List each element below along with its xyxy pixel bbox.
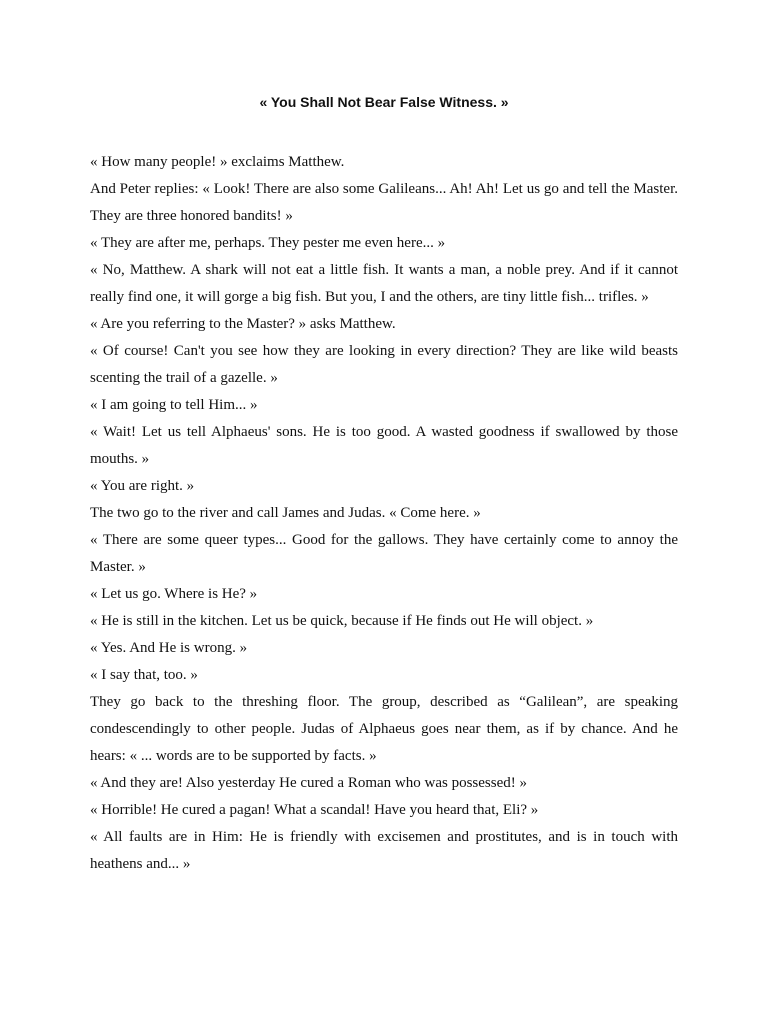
paragraph: « Are you referring to the Master? » asks Matthew.: [90, 316, 396, 332]
paragraph: « There are some queer types... Good for the gallows. They have certainly come to annoy the Master. »: [90, 532, 678, 575]
paragraph: « Let us go. Where is He? »: [90, 586, 258, 602]
paragraph: And Peter replies: « Look! There are also some Galileans... Ah! Ah! Let us go and tell the Master. They are three honored bandits! »: [90, 181, 678, 224]
paragraph: « All faults are in Him: He is friendly with excisemen and prostitutes, and is in touch with heathens and... »: [90, 829, 678, 872]
paragraph: « No, Matthew. A shark will not eat a little fish. It wants a man, a noble prey. And if it cannot really find one, it will gorge a big fish. But you, I and the others, are tiny little fish... trifles. »: [90, 262, 678, 305]
paragraph: They go back to the threshing floor. The group, described as “Galilean”, are speaking condescendingly to other people. Judas of Alphaeus goes near them, as if by chance. And he hears: « ... words are to be supported by facts. »: [90, 694, 678, 764]
paragraph: « I am going to tell Him... »: [90, 397, 258, 413]
body-text: [90, 149, 678, 878]
paragraph: « Wait! Let us tell Alphaeus' sons. He is too good. A wasted goodness if swallowed by those mouths. »: [90, 424, 678, 467]
paragraph: « Horrible! He cured a pagan! What a scandal! Have you heard that, Eli? »: [90, 802, 539, 818]
page-title: « You Shall Not Bear False Witness. »: [259, 94, 509, 110]
paragraph: « Yes. And He is wrong. »: [90, 640, 248, 656]
paragraph: « They are after me, perhaps. They pester me even here... »: [90, 235, 446, 251]
paragraph: « How many people! » exclaims Matthew.: [90, 154, 345, 170]
paragraph: The two go to the river and call James and Judas. « Come here. »: [90, 505, 481, 521]
paragraph: « You are right. »: [90, 478, 195, 494]
paragraph: « And they are! Also yesterday He cured a Roman who was possessed! »: [90, 775, 527, 791]
paragraph: « I say that, too. »: [90, 667, 198, 683]
paragraph: « Of course! Can't you see how they are looking in every direction? They are like wild beasts scenting the trail of a gazelle. »: [90, 343, 678, 386]
paragraph: « He is still in the kitchen. Let us be quick, because if He finds out He will object. »: [90, 613, 594, 629]
